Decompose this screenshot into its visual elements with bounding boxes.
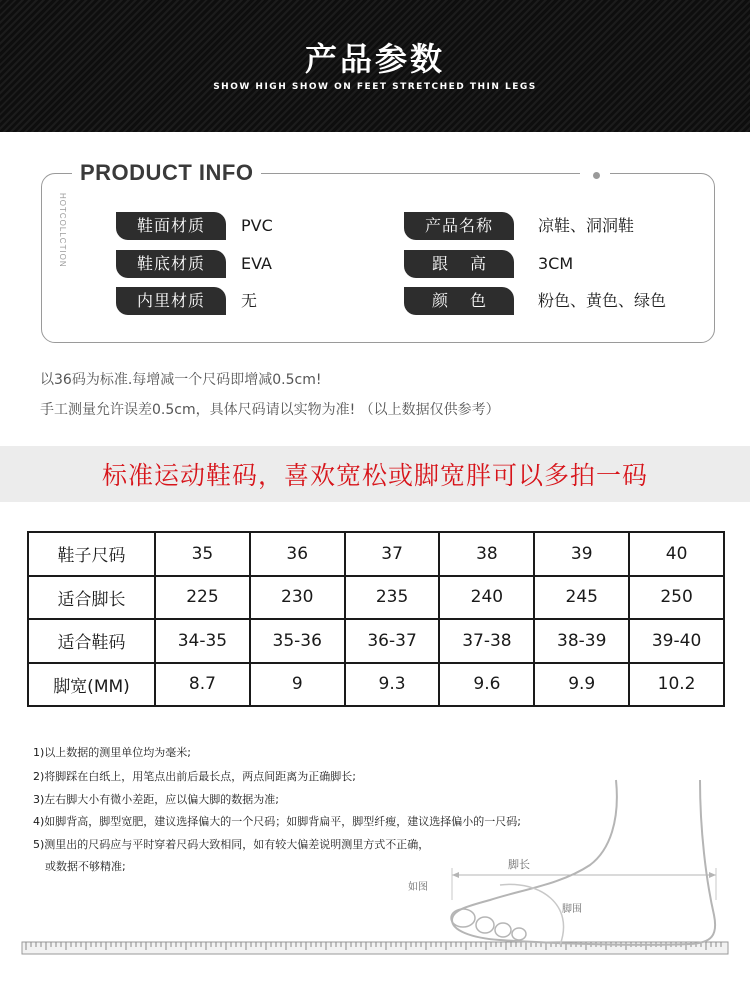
row-header: 鞋子尺码 [28,532,155,576]
spec-label-lining: 内里材质 [116,287,226,315]
spec-value-name: 凉鞋、洞洞鞋 [538,216,635,235]
table-row [28,619,724,663]
table-cell: 34-35 [155,619,250,663]
promo-text: 标准运动鞋码，喜欢宽松或脚宽胖可以多拍一码 [101,461,648,490]
table-cell: 9.3 [345,663,440,707]
instruction-3: 3)左右脚大小有微小差距，应以偏大脚的数据为准; [33,793,279,806]
table-cell: 235 [345,576,440,620]
table-cell: 245 [534,576,629,620]
spec-value-color: 粉色、黄色、绿色 [538,291,667,310]
spec-value-sole: EVA [241,254,272,273]
instruction-5-cont: 或数据不够精准; [45,860,126,873]
table-cell: 36-37 [345,619,440,663]
label-example: 如图 [408,882,428,893]
toes [451,909,526,940]
spec-value-heel: 3CM [538,254,574,273]
table-cell: 9 [250,663,345,707]
table-cell: 225 [155,576,250,620]
row-header: 脚宽(MM) [28,663,155,707]
instruction-2: 2)将脚踩在白纸上，用笔点出前后最长点，两点间距离为正确脚长; [33,770,356,783]
banner-subtitle: SHOW HIGH SHOW ON FEET STRETCHED THIN LEGS [213,82,537,92]
table-cell: 37-38 [439,619,534,663]
row-header: 适合鞋码 [28,619,155,663]
spec-label-sole: 鞋底材质 [116,250,226,278]
banner-title: 产品参数 [304,40,445,78]
table-row [28,663,724,707]
table-cell: 36 [250,532,345,576]
side-tag: HOTCOLLCTION [58,193,67,268]
table-cell: 38 [439,532,534,576]
label-girth: 脚围 [562,904,582,915]
table-cell: 37 [345,532,440,576]
table-cell: 10.2 [629,663,724,707]
row-header: 适合脚长 [28,576,155,620]
header-banner [0,0,750,132]
spec-value-upper: PVC [241,216,273,235]
spec-label-heel: 跟高 [404,250,514,278]
table-row [28,576,724,620]
label-length: 脚长 [508,858,530,871]
table-cell: 35 [155,532,250,576]
table-cell: 8.7 [155,663,250,707]
table-cell: 39 [534,532,629,576]
spec-value-lining: 无 [241,291,258,310]
size-table [27,531,725,707]
note-measure-error: 手工测量允许误差0.5cm，具体尺码请以实物为准! （以上数据仅供参考） [40,402,500,418]
table-cell: 39-40 [629,619,724,663]
note-size-standard: 以36码为标准.每增减一个尺码即增减0.5cm! [40,372,322,388]
table-cell: 9.6 [439,663,534,707]
product-info-dot [590,169,603,182]
table-cell: 40 [629,532,724,576]
table-cell: 240 [439,576,534,620]
table-cell: 250 [629,576,724,620]
table-cell: 9.9 [534,663,629,707]
instruction-1: 1)以上数据的测里单位均为毫米; [33,746,191,759]
spec-label-upper: 鞋面材质 [116,212,226,240]
spec-label-color: 颜色 [404,287,514,315]
table-cell: 35-36 [250,619,345,663]
table-row [28,532,724,576]
instruction-5: 5)测里出的尺码应与平时穿着尺码大致相同，如有较大偏差说明测里方式不正确， [33,838,430,851]
table-cell: 230 [250,576,345,620]
product-info-title: PRODUCT INFO [80,160,254,185]
table-cell: 38-39 [534,619,629,663]
product-info-heading [72,160,261,186]
spec-label-name: 产品名称 [404,212,514,240]
instruction-4: 4)如脚背高，脚型宽肥，建议选择偏大的一个尺码；如脚背扁平，脚型纤瘦，建议选择偏小的一尺码; [33,815,521,828]
